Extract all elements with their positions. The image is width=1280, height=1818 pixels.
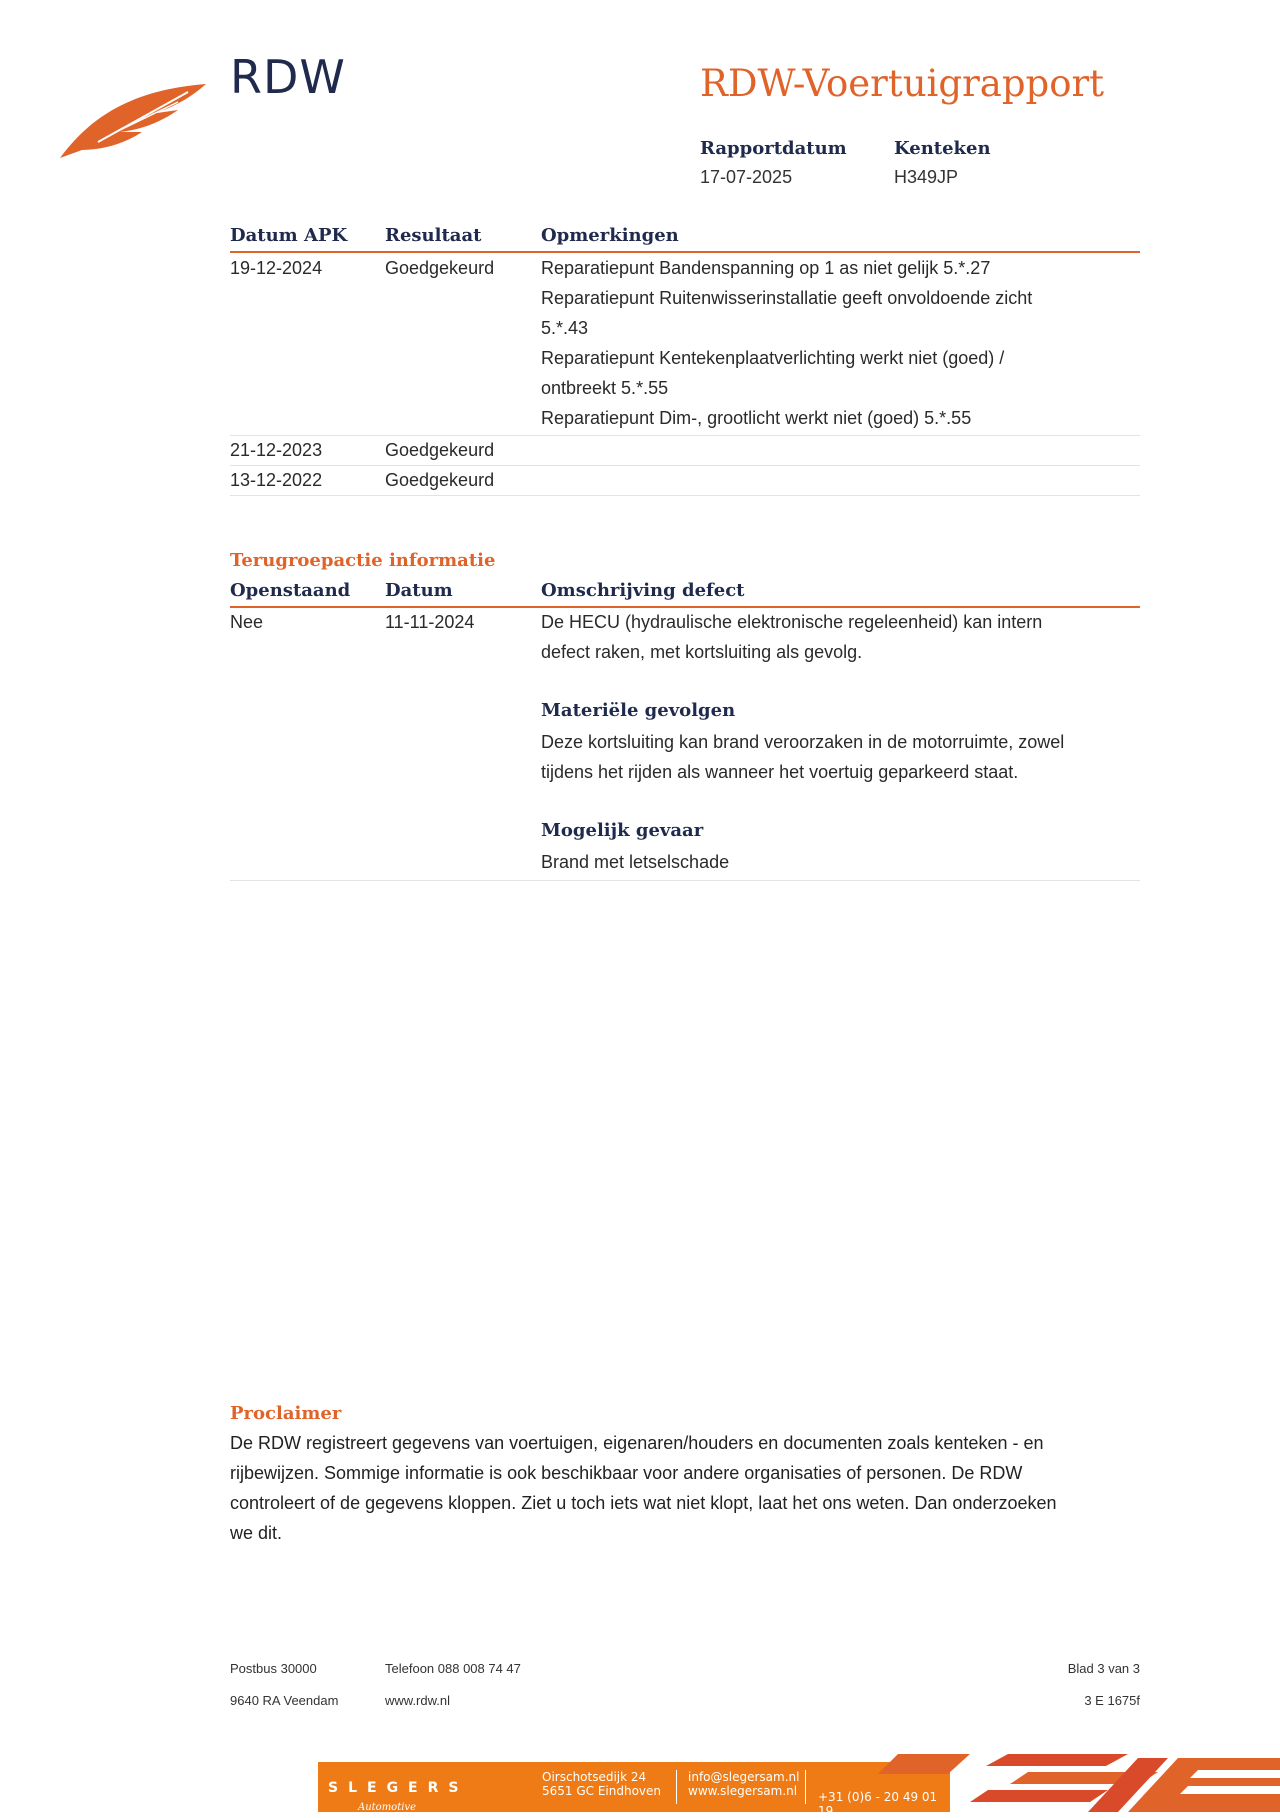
disclaimer-line: we dit. — [230, 1523, 283, 1543]
footer-phone: Telefoon 088 008 74 47 — [385, 1661, 521, 1676]
consequences-heading: Materiële gevolgen — [541, 700, 736, 721]
banner-address-line: Oirschotsedijk 24 — [542, 1770, 647, 1784]
banner-stripes-graphic — [878, 1752, 1280, 1812]
recall-col-date: Datum — [385, 580, 453, 601]
row-divider — [230, 880, 1140, 881]
apk-date: 21-12-2023 — [230, 440, 323, 460]
recall-date-value: 11-11-2024 — [385, 612, 475, 632]
banner-email[interactable]: info@slegersam.nl — [688, 1770, 800, 1784]
recall-col-open: Openstaand — [230, 580, 351, 601]
row-divider — [230, 495, 1140, 496]
dealer-banner — [318, 1752, 1280, 1818]
danger-heading: Mogelijk gevaar — [541, 820, 704, 841]
disclaimer-title: Proclaimer — [230, 1403, 342, 1424]
disclaimer-text — [230, 1428, 1130, 1548]
row-divider — [230, 435, 1140, 436]
banner-divider — [805, 1770, 806, 1804]
row-divider — [230, 465, 1140, 466]
danger-value: Brand met letselschade — [541, 852, 730, 872]
apk-remark: Reparatiepunt Bandenspanning op 1 as niet gelijk 5.*.27 — [541, 258, 991, 278]
banner-web[interactable]: www.slegersam.nl — [688, 1784, 798, 1798]
apk-col-result: Resultaat — [385, 225, 482, 246]
banner-subtitle: Automotive — [358, 1802, 416, 1813]
apk-col-remarks: Opmerkingen — [541, 225, 679, 246]
banner-divider — [676, 1770, 677, 1804]
plate-label: Kenteken — [894, 138, 991, 159]
recall-title: Terugroepactie informatie — [230, 550, 496, 571]
recall-col-defect: Omschrijving defect — [541, 580, 745, 601]
recall-open-value: Nee — [230, 612, 264, 632]
apk-remark: Reparatiepunt Kentekenplaatverlichting werkt niet (goed) / — [541, 348, 1005, 368]
disclaimer-line: controleert of de gegevens kloppen. Ziet u toch iets wat niet klopt, laat het ons weten. Dan onderzoeken — [230, 1493, 1057, 1513]
disclaimer-line: De RDW registreert gegevens van voertuigen, eigenaren/houders en documenten zoals kenteken - en — [230, 1433, 1044, 1453]
recall-defect-line: defect raken, met kortsluiting als gevolg. — [541, 642, 863, 662]
apk-remark: 5.*.43 — [541, 318, 589, 338]
banner-brand: SLEGERS — [328, 1780, 469, 1796]
disclaimer-line: rijbewijzen. Sommige informatie is ook beschikbaar voor andere organisaties of personen. De RDW — [230, 1463, 1023, 1483]
apk-result: Goedgekeurd — [385, 258, 495, 278]
footer-website[interactable]: www.rdw.nl — [385, 1693, 451, 1708]
consequences-line: Deze kortsluiting kan brand veroorzaken in de motorruimte, zowel — [541, 732, 1065, 752]
recall-defect-line: De HECU (hydraulische elektronische regeleenheid) kan intern — [541, 612, 1043, 632]
apk-remark: Reparatiepunt Dim-, grootlicht werkt niet (goed) 5.*.55 — [541, 408, 972, 428]
footer-page-number: Blad 3 van 3 — [1067, 1661, 1140, 1676]
apk-remark: Reparatiepunt Ruitenwisserinstallatie geeft onvoldoende zicht — [541, 288, 1033, 308]
apk-date: 19-12-2024 — [230, 258, 323, 278]
banner-background — [318, 1762, 950, 1818]
report-date-value: 17-07-2025 — [700, 167, 793, 187]
banner-address-line: 5651 GC Eindhoven — [542, 1784, 662, 1798]
rdw-feather-logo — [58, 80, 208, 160]
logo-text: RDW — [230, 50, 346, 104]
apk-result: Goedgekeurd — [385, 440, 495, 460]
plate-value: H349JP — [894, 167, 959, 187]
footer-postbus: Postbus 30000 — [230, 1661, 317, 1676]
apk-result: Goedgekeurd — [385, 470, 495, 490]
footer-document-code: 3 E 1675f — [1084, 1693, 1140, 1708]
apk-date: 13-12-2022 — [230, 470, 323, 490]
report-date-label: Rapportdatum — [700, 138, 847, 159]
apk-col-date: Datum APK — [230, 225, 348, 246]
consequences-line: tijdens het rijden als wanneer het voertuig geparkeerd staat. — [541, 762, 1019, 782]
report-title: RDW-Voertuigrapport — [700, 62, 1105, 105]
footer-city: 9640 RA Veendam — [230, 1693, 339, 1708]
banner-phone: +31 (0)6 - 20 49 01 19 — [818, 1790, 938, 1818]
apk-remark: ontbreekt 5.*.55 — [541, 378, 669, 398]
